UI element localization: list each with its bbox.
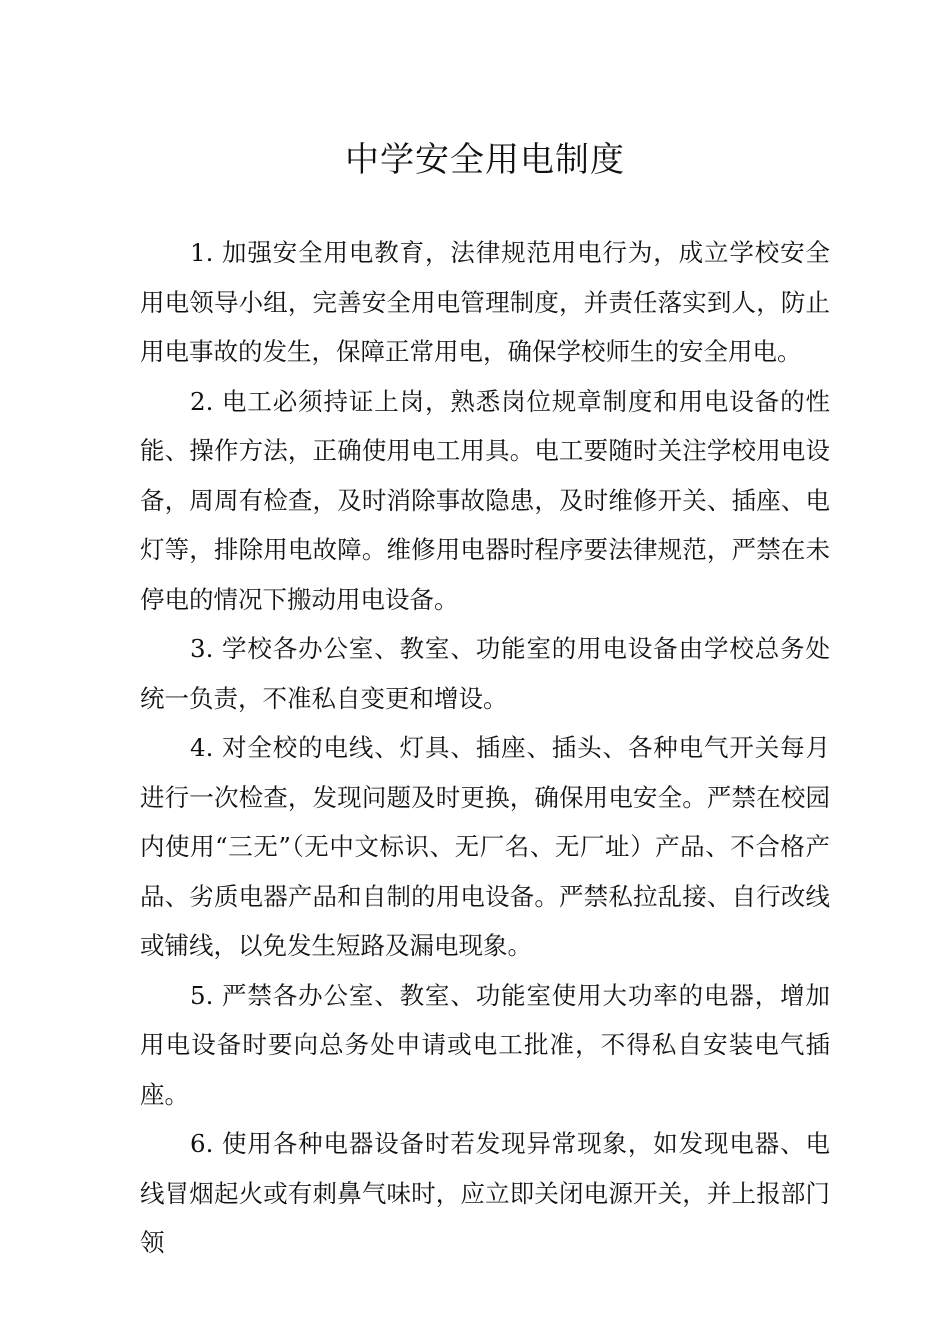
clause-6: 6. 使用各种电器设备时若发现异常现象，如发现电器、电线冒烟起火或有刺鼻气味时，应立即关闭电源开关，并上报部门领 [140,1129,830,1257]
clause-2: 2. 电工必须持证上岗，熟悉岗位规章制度和用电设备的性能、操作方法，正确使用电工用具。电工要随时关注学校用电设备，周周有检查，及时消除事故隐患，及时维修开关、插座、电灯等，排除用电故障。维修用电器时程序要法律规范，严禁在未停电的情况下搬动用电设备。 [140,386,830,614]
clause-3: 3. 学校各办公室、教室、功能室的用电设备由学校总务处统一负责，不准私自变更和增设。 [140,634,830,713]
clause-1: 1. 加强安全用电教育，法律规范用电行为，成立学校安全用电领导小组，完善安全用电管理制度，并责任落实到人，防止用电事故的发生，保障正常用电，确保学校师生的安全用电。 [140,238,830,366]
clause-5: 5. 严禁各办公室、教室、功能室使用大功率的电器，增加用电设备时要向总务处申请或电工批准，不得私自安装电气插座。 [140,980,830,1109]
clause-4: 4. 对全校的电线、灯具、插座、插头、各种电气开关每月进行一次检查，发现问题及时更换，确保用电安全。严禁在校园内使用“三无”（无中文标识、无厂名、无厂址）产品、不合格产品、劣质电器产品和自制的用电设备。严禁私拉乱接、自行改线或铺线，以免发生短路及漏电现象。 [140,733,830,960]
document-title: 中学安全用电制度 [345,140,625,180]
